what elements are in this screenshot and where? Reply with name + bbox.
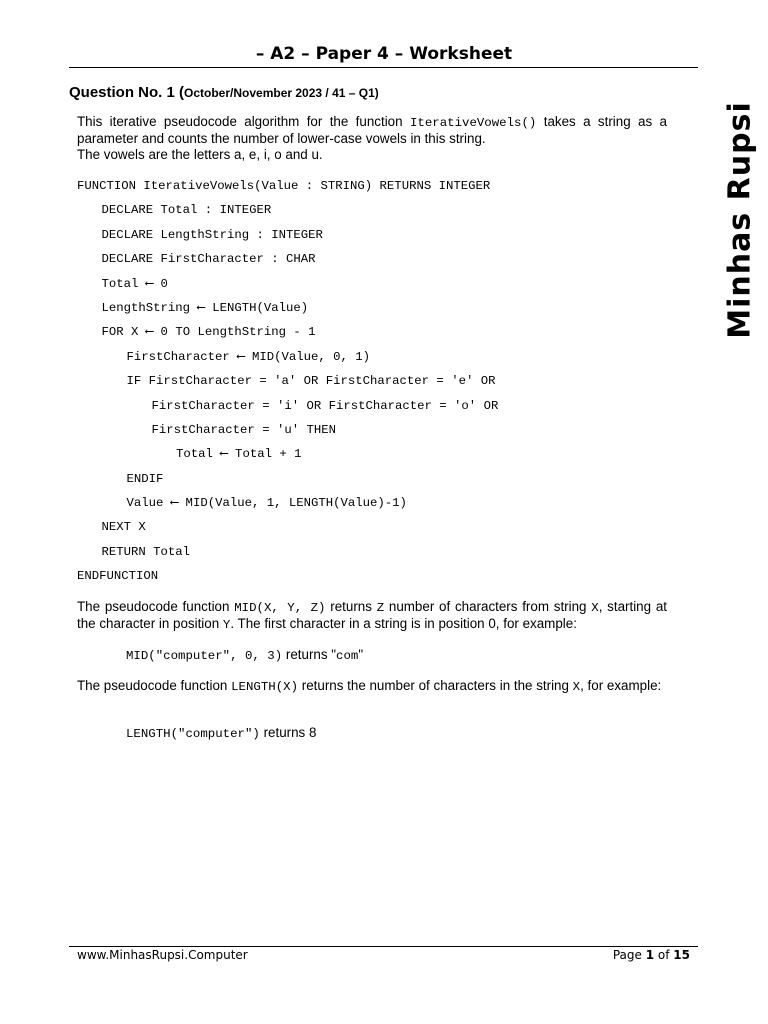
code-line: FirstCharacter = 'i' OR FirstCharacter = 'o' OR [151,398,499,413]
intro-text [77,114,667,147]
mid-desc-text: number of characters from string [384,599,592,614]
mid-param-x: X [591,601,599,615]
length-desc-text: , for example: [580,678,662,693]
page-title: – A2 – Paper 4 – Worksheet [255,44,513,64]
code-line: NEXT X [101,520,146,535]
question-reference: October/November 2023 / 41 – Q1) [184,86,379,100]
code-line: ENDIF [126,471,164,486]
mid-signature: MID(X, Y, Z) [234,601,326,615]
header-divider [69,67,698,68]
page-label: Page [612,948,646,962]
mid-desc-text: returns [325,599,377,614]
mid-example-code: MID("computer", 0, 3) [126,649,283,663]
code-line: IF FirstCharacter = 'a' OR FirstCharacter = 'e' OR [126,374,496,389]
length-example-text: returns 8 [259,725,317,740]
mid-desc-text: , starting at the character in position [77,599,667,631]
length-desc-text: The pseudocode function [77,678,232,693]
footer-divider [69,946,698,947]
mid-example [126,647,363,663]
code-line: FOR X ⟵ 0 TO LengthString - 1 [101,325,316,340]
code-line: Value ⟵ MID(Value, 1, LENGTH(Value)-1) [126,496,407,511]
footer-page-number [613,948,690,962]
function-name: IterativeVowels() [409,116,537,130]
question-label: Question No. 1 ( [69,84,185,101]
mid-description [77,599,667,633]
intro-text-1: This iterative pseudocode algorithm for the function [77,114,410,129]
length-signature: LENGTH(X) [231,680,299,694]
question-heading [69,84,379,101]
code-line: LengthString ⟵ LENGTH(Value) [101,300,309,315]
code-line: Total ⟵ Total + 1 [176,447,302,462]
footer-website: www.MinhasRupsi.Computer [77,948,248,962]
mid-example-result: com [336,649,359,663]
total-pages: 15 [673,948,690,962]
code-line: FUNCTION IterativeVowels(Value : STRING) RETURNS INTEGER [77,179,491,193]
side-brand-text: Minhas Rupsi [722,101,758,339]
code-line: Total ⟵ 0 [101,276,168,291]
intro-paragraph [77,114,667,163]
pseudocode-block [77,177,677,592]
length-desc-text: returns the number of characters in the string [298,678,573,693]
mid-param-y: Y [222,618,231,632]
mid-example-quote: " [358,647,364,662]
mid-param-z: Z [376,601,385,615]
code-line: DECLARE Total : INTEGER [101,203,272,218]
mid-example-text: returns " [282,647,337,662]
code-line: DECLARE FirstCharacter : CHAR [101,252,316,267]
mid-desc-text: . The first character in a string is in position 0, for example: [230,616,577,631]
length-example-code: LENGTH("computer") [126,727,260,741]
length-description [77,678,667,695]
code-line: ENDFUNCTION [77,569,159,584]
mid-desc-text: The pseudocode function [77,599,235,614]
length-example [126,725,316,741]
of-label: of [654,948,674,962]
code-line: RETURN Total [101,544,191,559]
code-line: DECLARE LengthString : INTEGER [101,227,323,242]
code-line: FirstCharacter ⟵ MID(Value, 0, 1) [126,349,371,364]
code-line: FirstCharacter = 'u' THEN [151,422,336,437]
intro-text-2: takes a string as a parameter and counts the number of lower-case vowels in this string. [77,114,667,146]
length-param-x: X [572,680,581,694]
vowels-sentence: The vowels are the letters a, e, i, o and u. [77,147,323,162]
current-page: 1 [645,948,655,962]
